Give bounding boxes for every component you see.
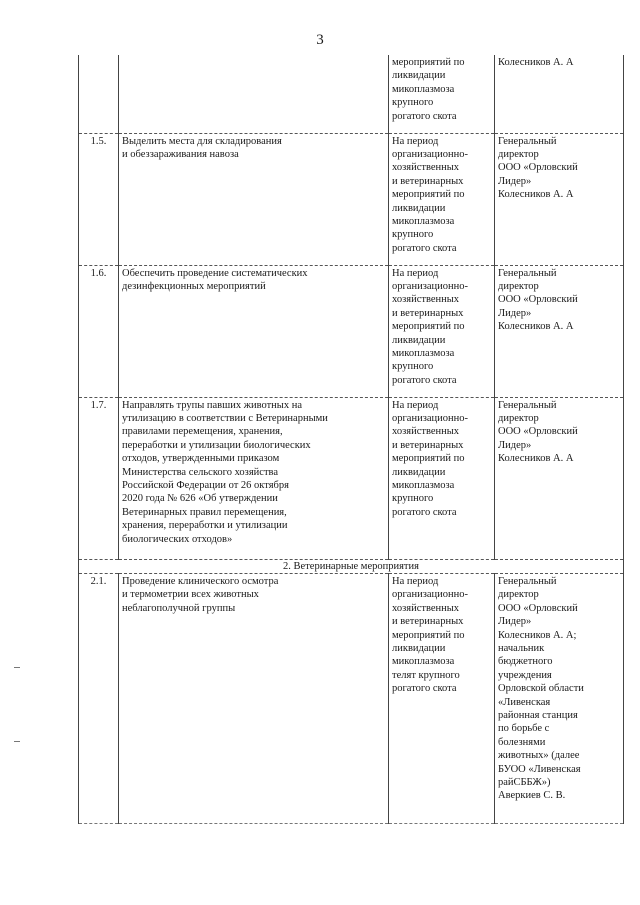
- item-number: 2.1.: [79, 573, 119, 823]
- table-row: [79, 397, 624, 559]
- item-number: [79, 55, 119, 133]
- measures-table: [78, 55, 624, 824]
- table-row: [79, 573, 624, 823]
- table-row: [79, 133, 624, 265]
- margin-mark: [14, 667, 20, 668]
- measure-text: [119, 55, 389, 133]
- item-number: 1.6.: [79, 265, 119, 397]
- deadline-text: На период организационно- хозяйственных и ветеринарных мероприятий по ликвидации микоплазмоза телят крупного рогатого скота: [389, 573, 495, 823]
- deadline-text: На период организационно- хозяйственных и ветеринарных мероприятий по ликвидации микоплазмоза крупного рогатого скота: [389, 397, 495, 559]
- responsible-text: Генеральный директор ООО «Орловский Лидер» Колесников А. А; начальник бюджетного учреждения Орловской области «Ливенская районная станция по борьбе с болезнями животных» (далее БУОО «Ливенская райСББЖ») Аверкиев С. В.: [495, 573, 624, 823]
- table-row: [79, 55, 624, 133]
- responsible-text: Генеральный директор ООО «Орловский Лидер» Колесников А. А: [495, 397, 624, 559]
- margin-mark: [14, 741, 20, 742]
- item-number: 1.7.: [79, 397, 119, 559]
- measure-text: Выделить места для складирования и обеззараживания навоза: [119, 133, 389, 265]
- deadline-text: мероприятий по ликвидации микоплазмоза крупного рогатого скота: [389, 55, 495, 133]
- item-number: 1.5.: [79, 133, 119, 265]
- measure-text: Проведение клинического осмотра и термометрии всех животных неблагополучной группы: [119, 573, 389, 823]
- measure-text: Направлять трупы павших животных на утилизацию в соответствии с Ветеринарными правилами перемещения, хранения, переработки и утилизации биологических отходов, утвержденными приказом Министерства сельского хозяйства Российской Федерации от 26 октября 2020 года № 626 «Об утверждении Ветеринарных правил перемещения, хранения, переработки и утилизации биологических отходов»: [119, 397, 389, 559]
- deadline-text: На период организационно- хозяйственных и ветеринарных мероприятий по ликвидации микоплазмоза крупного рогатого скота: [389, 133, 495, 265]
- deadline-text: На период организационно- хозяйственных и ветеринарных мероприятий по ликвидации микоплазмоза крупного рогатого скота: [389, 265, 495, 397]
- page-number: 3: [316, 32, 324, 48]
- section-heading-row: [79, 559, 624, 573]
- table-row: [79, 265, 624, 397]
- responsible-text: Генеральный директор ООО «Орловский Лидер» Колесников А. А: [495, 265, 624, 397]
- responsible-text: Генеральный директор ООО «Орловский Лидер» Колесников А. А: [495, 133, 624, 265]
- measure-text: Обеспечить проведение систематических дезинфекционных мероприятий: [119, 265, 389, 397]
- section-title: 2. Ветеринарные мероприятия: [79, 559, 624, 573]
- responsible-text: Колесников А. А: [495, 55, 624, 133]
